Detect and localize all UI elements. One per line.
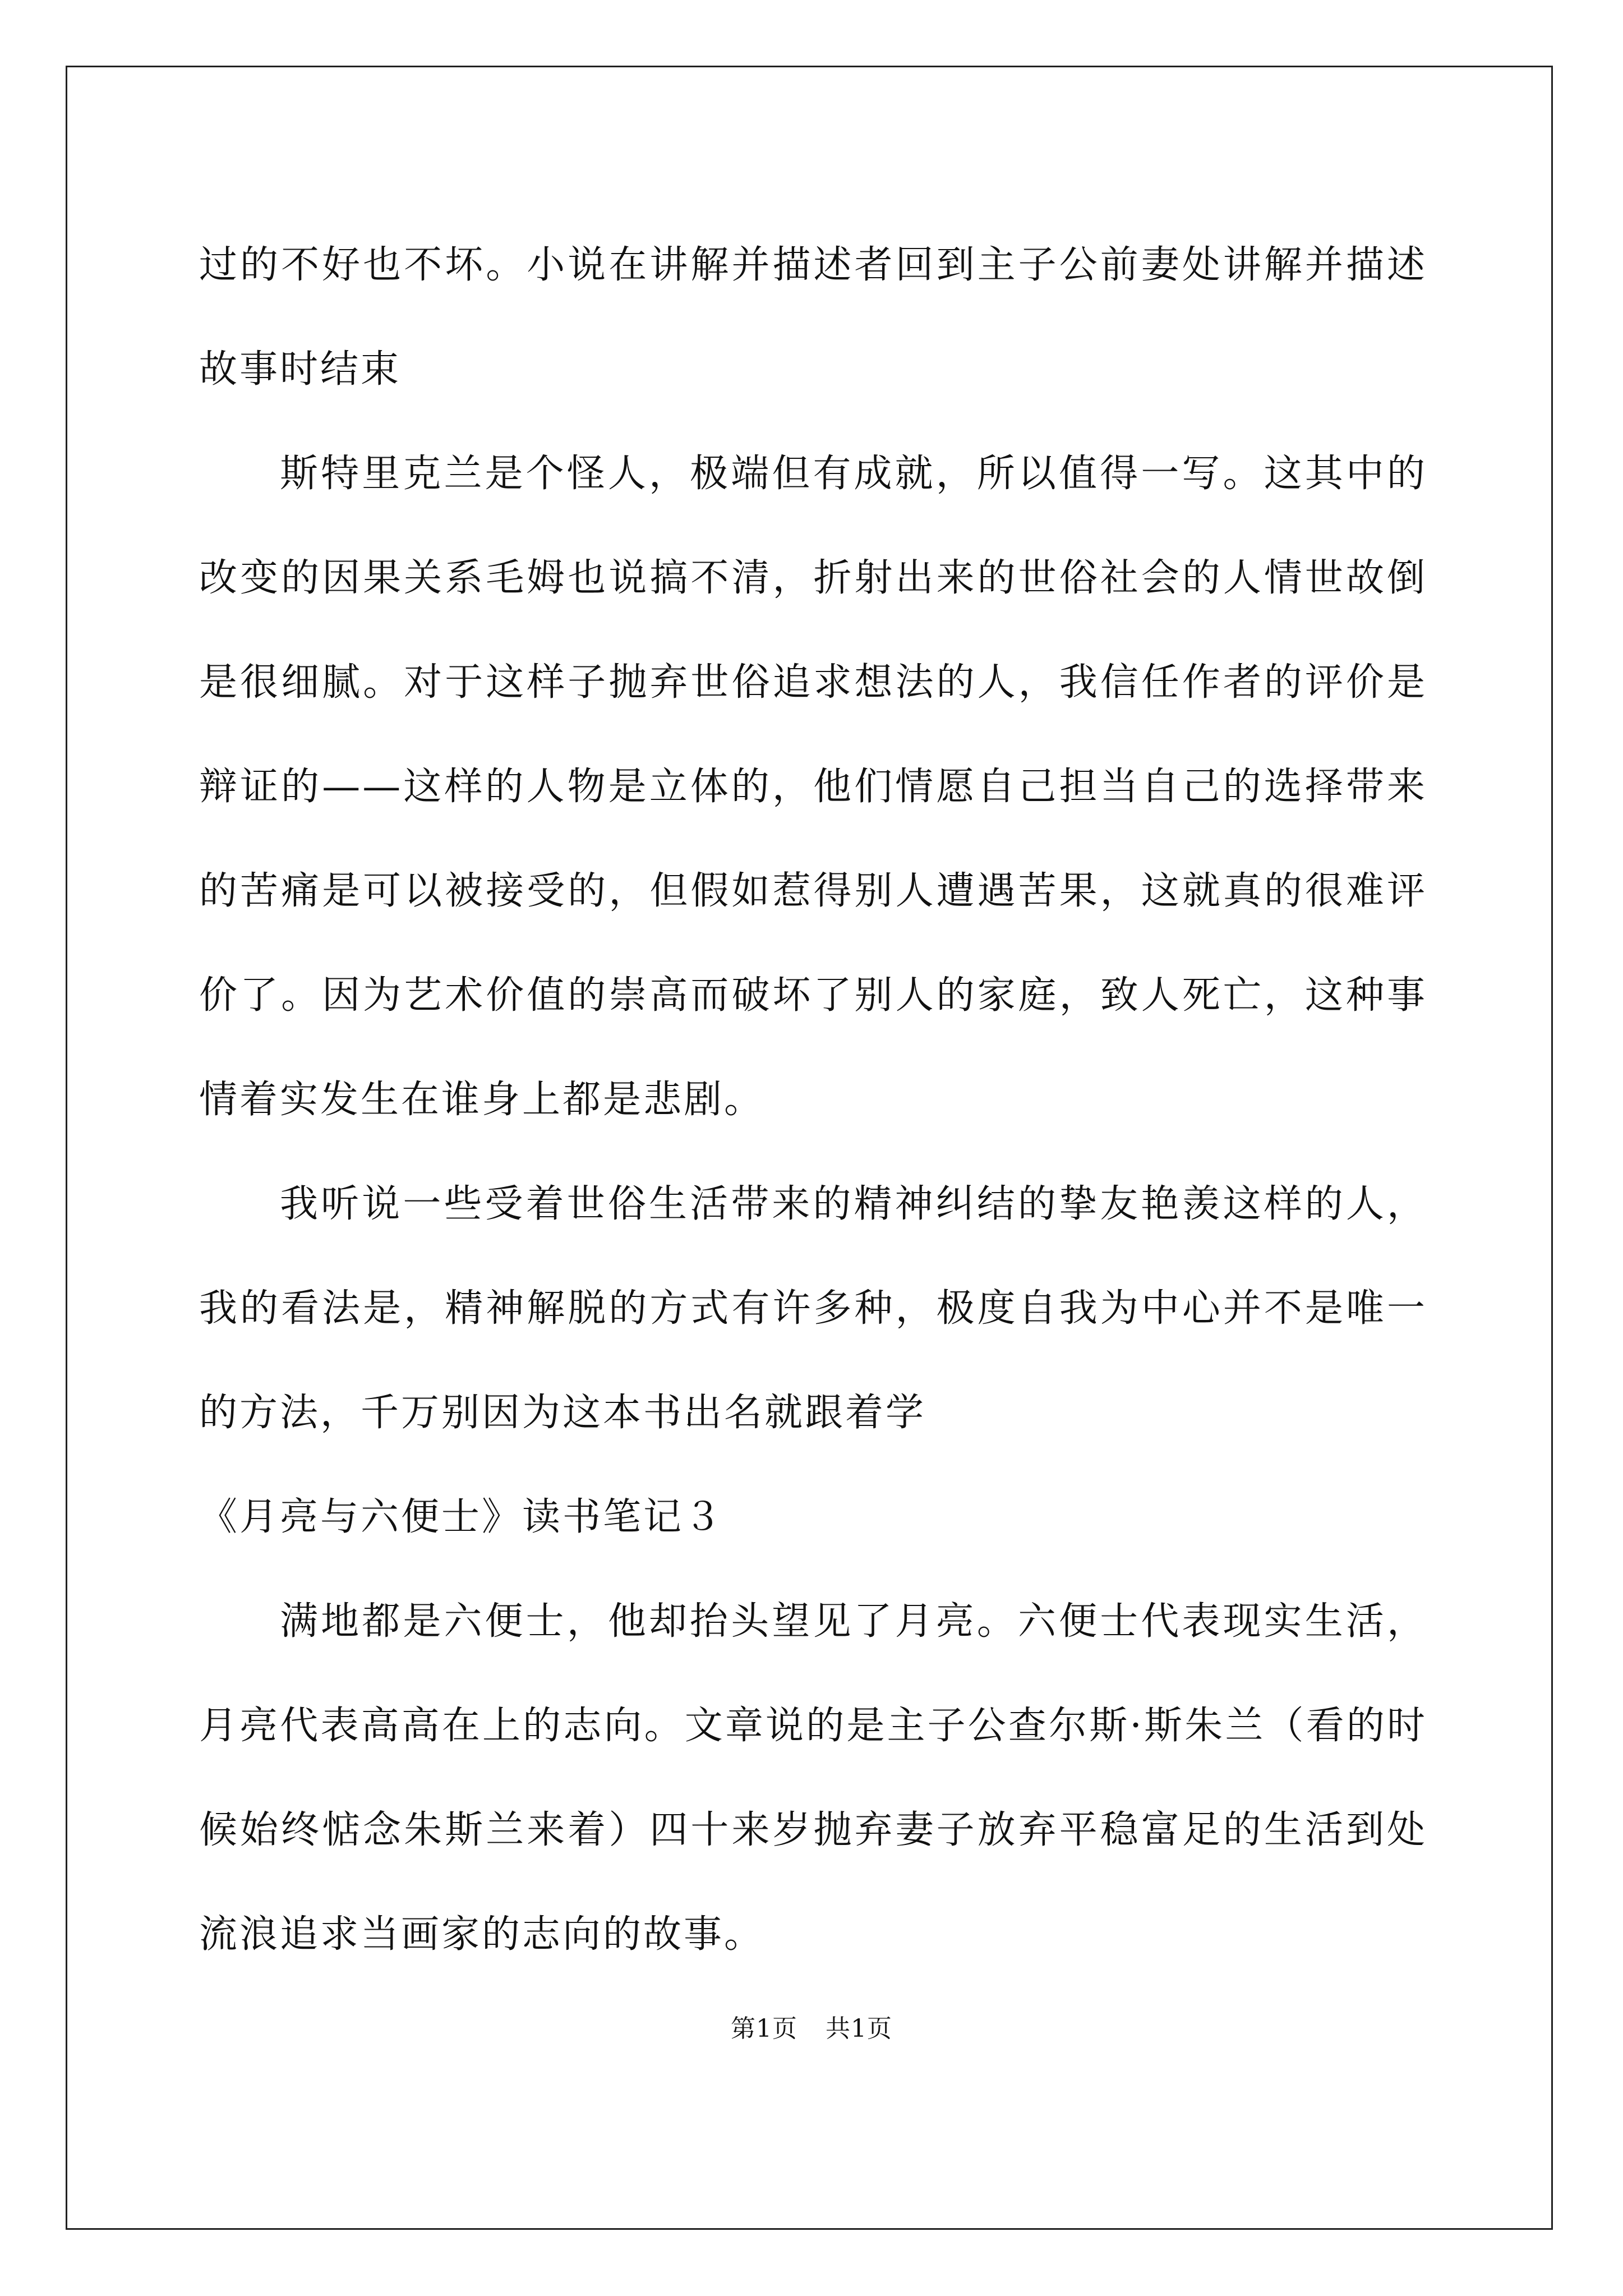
document-body bbox=[199, 213, 1427, 1987]
page-footer bbox=[0, 2008, 1623, 2044]
page-total: 共1页 bbox=[826, 2014, 892, 2043]
section-heading: 《月亮与六便士》读书笔记３ bbox=[199, 1495, 725, 1539]
paragraph-continuation: 过的不好也不坏。小说在讲解并描述者回到主子公前妻处讲解并描述故事时结束 bbox=[199, 243, 1427, 392]
page-number: 第1页 bbox=[731, 2014, 797, 2043]
paragraph-strickland: 斯特里克兰是个怪人，极端但有成就，所以值得一写。这其中的改变的因果关系毛姆也说搞不清，折射出来的世俗社会的人情世故倒是很细腻。对于这样子抛弃世俗追求想法的人，我信任作者的评价是辩证的——这样的人物是立体的，他们情愿自己担当自己的选择带来的苦痛是可以被接受的，但假如惹得别人遭遇苦果，这就真的很难评价了。因为艺术价值的崇高而破坏了别人的家庭，致人死亡，这种事情着实发生在谁身上都是悲剧。 bbox=[199, 452, 1427, 1122]
paragraph-opinion: 我听说一些受着世俗生活带来的精神纠结的挚友艳羡这样的人，我的看法是，精神解脱的方式有许多种，极度自我为中心并不是唯一的方法，千万别因为这本书出名就跟着学 bbox=[199, 1182, 1427, 1435]
paragraph-moon-sixpence: 满地都是六便士，他却抬头望见了月亮。六便士代表现实生活，月亮代表高高在上的志向。文章说的是主子公查尔斯·斯朱兰（看的时候始终惦念朱斯兰来着）四十来岁抛弃妻子放弃平稳富足的生活到处流浪追求当画家的志向的故事。 bbox=[199, 1599, 1427, 1957]
